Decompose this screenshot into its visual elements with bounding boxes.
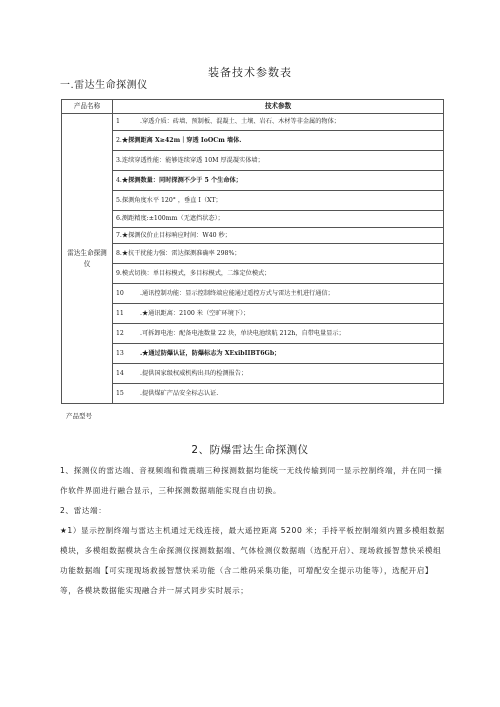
paragraph: 2、雷达端： bbox=[60, 506, 107, 515]
table-row bbox=[62, 264, 444, 284]
param-cell: 10 .通讯控制功能：显示控制终端应能通过遥控方式与雷达主机进行通信； bbox=[113, 284, 444, 304]
paragraph: ★1）显示控制终端与雷达主机通过无线连接，最大遥控距离 5200 米；手持平板控制端须内置多模组数据模块，多模组数据模块含生命探测仪探测数据端、气体检测仪数据端（选配开启）、现场救援智慧快采模组功能数据端【可实现现场救援智慧快采功能（含二维码采集功能，可增配安全提示功能等），选配开启】等，各模块数据能实现融合并一屏式同步实时展示； bbox=[60, 526, 445, 595]
param-cell: 2.★探测距离 X≥42m｜穿透 IoOCm 墙体. bbox=[113, 130, 444, 150]
param-cell: 11 .★通讯距离：2100 米（空旷环境下）； bbox=[113, 304, 444, 324]
table-row bbox=[62, 150, 444, 170]
param-cell: 9.模式切换：单目标模式，多目标模式，二维定位模式； bbox=[113, 264, 444, 284]
product-category-cell bbox=[62, 114, 113, 404]
param-cell: 6.测距精度:±100mm（无遮挡状态）； bbox=[113, 210, 444, 227]
table-row bbox=[62, 170, 444, 190]
table-row bbox=[62, 384, 444, 404]
spec-table bbox=[61, 99, 444, 404]
product-model-label: 产品型号 bbox=[66, 412, 92, 420]
param-cell: 13 .★通过防爆认证，防爆标志为 XExibIIBT6Gb； bbox=[113, 344, 444, 364]
param-cell: 14 .提供国家级权威机构出具的检测报告； bbox=[113, 364, 444, 384]
product-category: 雷达生命探测仪 bbox=[67, 249, 107, 268]
header-product-name: 产品名称 bbox=[62, 100, 113, 114]
table-row bbox=[62, 227, 444, 244]
param-cell: 8.★抗干扰能力强：雷达探测准确率 298%； bbox=[113, 244, 444, 264]
section-heading-explosion-proof: 2、防爆雷达生命探测仪 bbox=[191, 444, 309, 456]
param-cell: 1 .穿透介质：砖墙、预制板、混凝土、土壤、岩石、木材等非金属的物体； bbox=[113, 114, 444, 131]
table-row bbox=[62, 190, 444, 210]
document-title: 装备技术参数表 bbox=[208, 66, 292, 79]
header-tech-params: 技术参数 bbox=[113, 100, 444, 114]
table-row bbox=[62, 114, 444, 131]
table-header-row bbox=[62, 100, 444, 114]
param-cell: 4.★探测数量：同时探测不少于 5 个生命体； bbox=[113, 170, 444, 190]
param-cell: 3.连续穿透性能：能够连续穿透 10M 厚混凝实体墙； bbox=[113, 150, 444, 170]
table-row bbox=[62, 244, 444, 264]
section-heading-radar: 一.雷达生命探测仪 bbox=[60, 80, 148, 91]
table-row bbox=[62, 130, 444, 150]
table-row bbox=[62, 210, 444, 227]
param-cell: 7.★探测仪价止目标响应时间：W40 秒； bbox=[113, 227, 444, 244]
param-cell: 5.探测角度水平 120° ，垂直 I（XT； bbox=[113, 190, 444, 210]
table-row bbox=[62, 324, 444, 344]
paragraph: 1、探测仪的雷达端、音视频端和微震端三种探测数据均能统一无线传输到同一显示控制终端，并在同一操作软件界面进行融合显示，三种探测数据端能实现自由切换。 bbox=[60, 466, 443, 495]
param-cell: 12 .可拆卸电池：配备电池数量 22 块，单块电池续航 212h，自带电量显示； bbox=[113, 324, 444, 344]
table-row bbox=[62, 364, 444, 384]
param-cell: 15 .提供煤矿产品安全标志认证. bbox=[113, 384, 444, 404]
table-row bbox=[62, 344, 444, 364]
table-row bbox=[62, 284, 444, 304]
table-row bbox=[62, 304, 444, 324]
